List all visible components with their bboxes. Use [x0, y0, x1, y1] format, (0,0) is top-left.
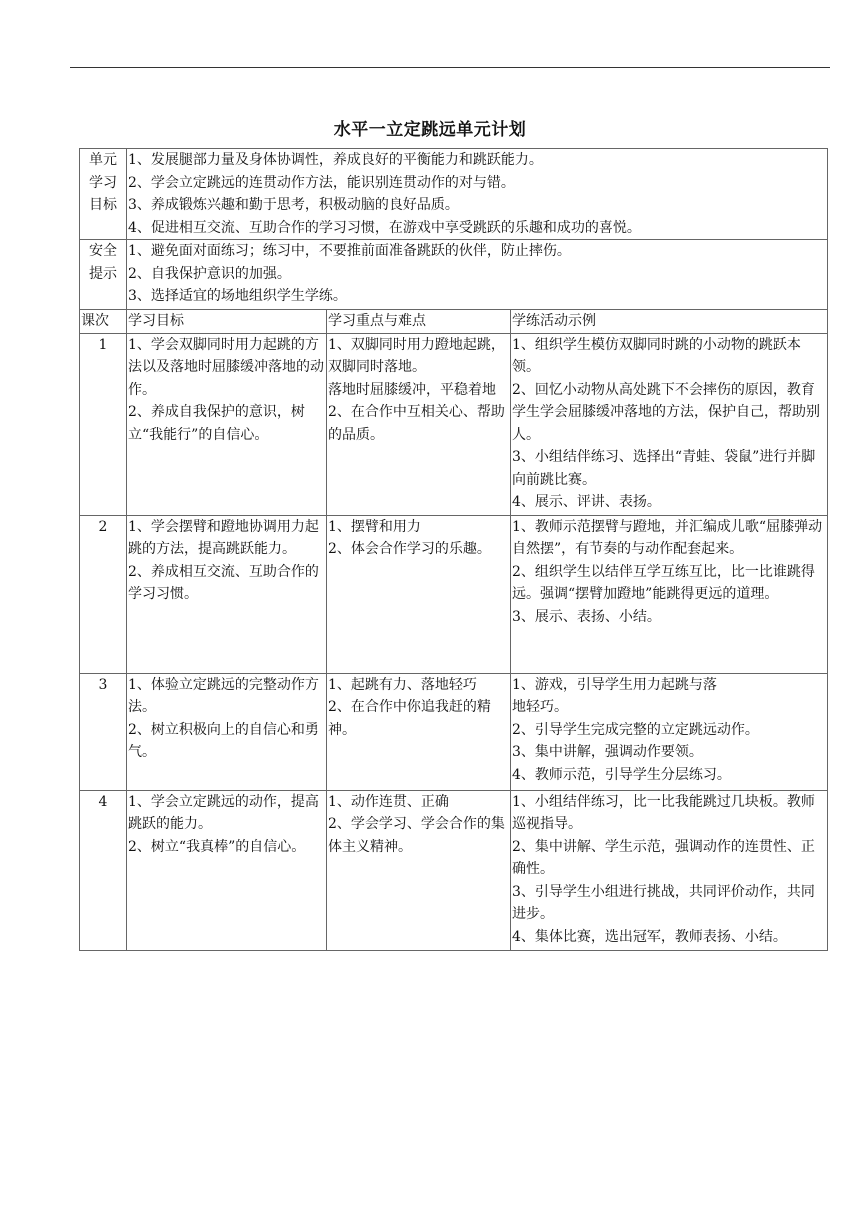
header-rule [70, 67, 830, 68]
lesson-goals: 1、体验立定跳远的完整动作方 法。 2、树立积极向上的自信心和勇气。 [127, 673, 327, 790]
header-goals: 学习目标 [127, 310, 327, 334]
lesson-key-points: 1、动作连贯、正确 2、学会学习、学会合作的集体主义精神。 [327, 790, 511, 950]
lesson-goals: 1、学会摆臂和蹬地协调用力起跳的方法，提高跳跃能力。 2、养成相互交流、互助合作的学习习惯。 [127, 515, 327, 673]
goals-content [127, 149, 828, 240]
lesson-row [80, 333, 828, 515]
lesson-number: 2 [80, 515, 127, 673]
lesson-key-points: 1、双脚同时用力蹬地起跳，双脚同时落地。 落地时屈膝缓冲，平稳着地 2、在合作中互相关心、帮助的品质。 [327, 333, 511, 515]
goals-label: 单元 学习 目标 [80, 149, 127, 240]
lesson-number: 1 [80, 333, 127, 515]
safety-row [80, 240, 828, 310]
safety-label: 安全 提示 [80, 240, 127, 310]
header-key-points: 学习重点与难点 [327, 310, 511, 334]
lesson-number: 3 [80, 673, 127, 790]
goal-item: 2、学会立定跳远的连贯动作方法，能识别连贯动作的对与错。 [128, 174, 515, 191]
safety-item: 1、避免面对面练习；练习中，不要推前面准备跳跃的伙伴，防止摔伤。 [128, 243, 571, 259]
goal-item: 1、发展腿部力量及身体协调性，养成良好的平衡能力和跳跃能力。 [128, 152, 543, 168]
goal-item: 4、促进相互交流、互助合作的学习习惯，在游戏中享受跳跃的乐趣和成功的喜悦。 [128, 219, 641, 236]
lesson-row [80, 515, 828, 673]
safety-item: 2、自我保护意识的加强。 [128, 265, 291, 282]
lesson-row [80, 673, 828, 790]
goals-row [80, 149, 828, 240]
lesson-activities: 1、教师示范摆臂与蹬地，并汇编成儿歌“屈膝弹动自然摆”，有节奏的与动作配套起来。 2、组织学生以结伴互学互练互比，比一比谁跳得远。强调“摆臂加蹬地”能跳得更远的道理。 3、展示、表扬、小结。 [511, 515, 828, 673]
unit-plan-table [79, 148, 828, 951]
table-header-row [80, 310, 828, 334]
safety-item: 3、选择适宜的场地组织学生学练。 [128, 288, 347, 304]
page-title: 水平一立定跳远单元计划 [333, 120, 527, 140]
lesson-number: 4 [80, 790, 127, 950]
lesson-key-points: 1、摆臂和用力 2、体会合作学习的乐趣。 [327, 515, 511, 673]
lesson-key-points: 1、起跳有力、落地轻巧 2、在合作中你追我赶的精神。 [327, 673, 511, 790]
lesson-activities: 1、游戏，引导学生用力起跳与落 地轻巧。 2、引导学生完成完整的立定跳远动作。 3、集中讲解，强调动作要领。 4、教师示范，引导学生分层练习。 [511, 673, 828, 790]
header-activities: 学练活动示例 [511, 310, 828, 334]
lesson-activities: 1、小组结伴练习，比一比我能跳过几块板。教师巡视指导。 2、集中讲解、学生示范，强调动作的连贯性、正确性。 3、引导学生小组进行挑战，共同评价动作，共同进步。 4、集体比赛，选出冠军，教师表扬、小结。 [511, 790, 828, 950]
lesson-goals: 1、学会立定跳远的动作，提高跳跃的能力。 2、树立“我真棒”的自信心。 [127, 790, 327, 950]
lesson-goals: 1、学会双脚同时用力起跳的方法以及落地时屈膝缓冲落地的动作。 2、养成自我保护的意识，树立“我能行”的自信心。 [127, 333, 327, 515]
goal-item: 3、养成锻炼兴趣和勤于思考，积极动脑的良好品质。 [128, 197, 459, 213]
lesson-activities: 1、组织学生模仿双脚同时跳的小动物的跳跃本领。 2、回忆小动物从高处跳下不会摔伤的原因，教育学生学会屈膝缓冲落地的方法，保护自己，帮助别人。 3、小组结伴练习、选择出“青蛙、袋鼠”进行并脚向前跳比赛。 4、展示、评讲、表扬。 [511, 333, 828, 515]
safety-content [127, 240, 828, 310]
lesson-row [80, 790, 828, 950]
header-lesson: 课次 [80, 310, 127, 334]
